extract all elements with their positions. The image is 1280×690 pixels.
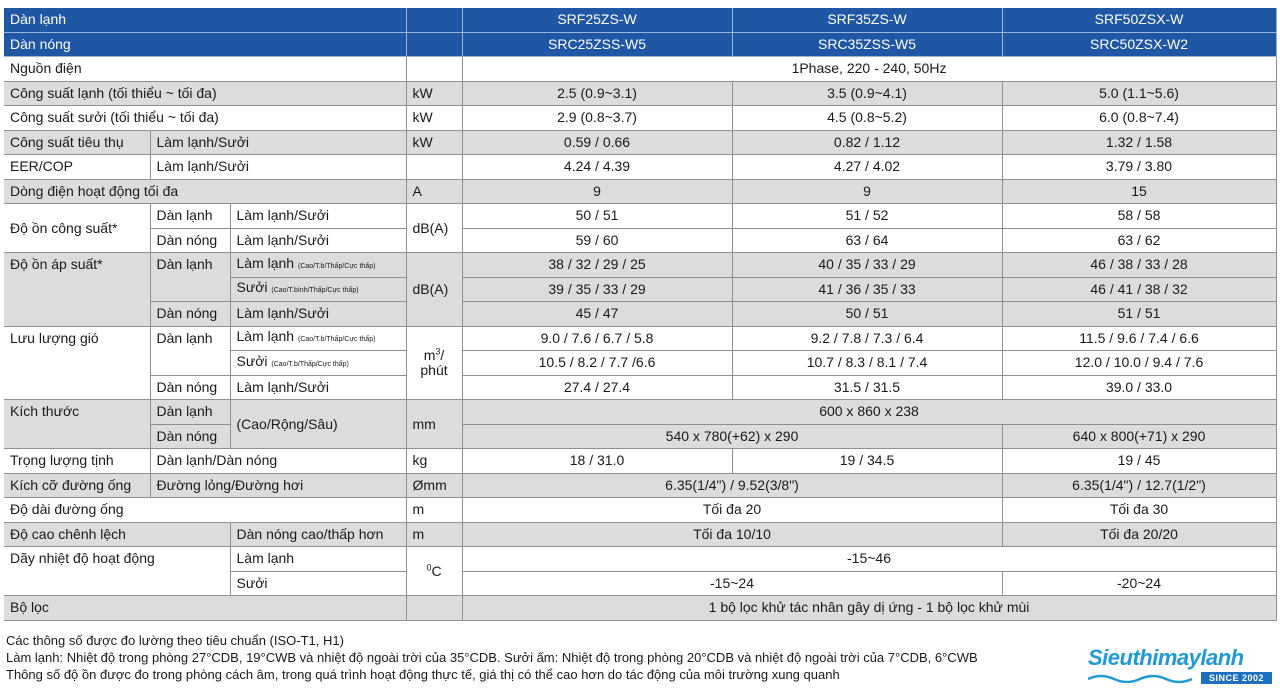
outdoor-unit-label: Dàn nóng (4, 32, 406, 57)
row-dimensions-outdoor: Dàn nóng 540 x 780(+62) x 290 640 x 800(+71) x 290 (4, 424, 1276, 449)
row-power-consumption: Công suất tiêu thụ Làm lạnh/Sưởi kW 0.59 / 0.66 0.82 / 1.12 1.32 / 1.58 (4, 130, 1276, 155)
model-indoor-1: SRF25ZS-W (462, 8, 732, 32)
brand-since-badge: SINCE 2002 (1201, 672, 1272, 684)
indoor-unit-label: Dàn lạnh (4, 8, 406, 32)
footnote-standard: Các thông số được đo lường theo tiêu chuẩn (ISO-T1, H1) (6, 633, 344, 648)
row-net-weight: Trọng lượng tịnh Dàn lạnh/Dàn nóng kg 18 / 31.0 19 / 34.5 19 / 45 (4, 449, 1276, 474)
row-dimensions-indoor: Kích thước Dàn lạnh (Cao/Rộng/Sâu) mm 600 x 860 x 238 (4, 400, 1276, 425)
row-airflow-outdoor: Dàn nóng Làm lạnh/Sưởi 27.4 / 27.4 31.5 / 31.5 39.0 / 33.0 (4, 375, 1276, 400)
row-eer-cop: EER/COP Làm lạnh/Sưởi 4.24 / 4.39 4.27 / 4.02 3.79 / 3.80 (4, 155, 1276, 180)
row-cooling-capacity: Công suất lạnh (tối thiểu ~ tối đa) kW 2.5 (0.9~3.1) 3.5 (0.9~4.1) 5.0 (1.1~5.6) (4, 81, 1276, 106)
model-indoor-2: SRF35ZS-W (732, 8, 1002, 32)
airflow-unit: $m^3/$ phút (406, 326, 462, 400)
model-outdoor-1: SRC25ZSS-W5 (462, 32, 732, 57)
header-row-outdoor (4, 32, 1276, 57)
row-airflow-heat: Sưởi (Cao/T.b/Thấp/Cực thấp) 10.5 / 8.2 / 7.7 /6.6 10.7 / 8.3 / 8.1 / 7.4 12.0 / 10.0 / 9.4 / 7.6 (4, 351, 1276, 376)
row-airflow-cool: Lưu lượng gió Dàn lạnh Làm lạnh (Cao/T.b/Thấp/Cực thấp) $m^3/$ phút 9.0 / 7.6 / 6.7 / 5.8 9.2 / 7.8 / 7.3 / 6.4 11.5 / 9.6 / 7.4 / 6.6 (4, 326, 1276, 351)
row-sound-power-indoor: Độ ồn công suất* Dàn lạnh Làm lạnh/Sưởi dB(A) 50 / 51 51 / 52 58 / 58 (4, 204, 1276, 229)
row-sound-pressure-outdoor: Dàn nóng Làm lạnh/Sưởi 45 / 47 50 / 51 51 / 51 (4, 302, 1276, 327)
header-row-indoor (4, 8, 1276, 32)
row-sound-pressure-cool: Độ ồn áp suất* Dàn lạnh Làm lạnh (Cao/T.b/Thấp/Cực thấp) dB(A) 38 / 32 / 29 / 25 40 / 35 / 33 / 29 46 / 38 / 33 / 28 (4, 253, 1276, 278)
model-outdoor-2: SRC35ZSS-W5 (732, 32, 1002, 57)
row-sound-power-outdoor: Dàn nóng Làm lạnh/Sưởi 59 / 60 63 / 64 63 / 62 (4, 228, 1276, 253)
row-heating-capacity: Công suất sưởi (tối thiểu ~ tối đa) kW 2.9 (0.8~3.7) 4.5 (0.8~5.2) 6.0 (0.8~7.4) (4, 106, 1276, 131)
model-indoor-3: SRF50ZSX-W (1002, 8, 1276, 32)
brand-logo-text: Sieuthimaylanh (1088, 645, 1244, 670)
row-filter: Bộ lọc 1 bộ lọc khử tác nhân gây dị ứng - 1 bộ lọc khử mùi (4, 596, 1276, 621)
row-pipe-size: Kích cỡ đường ống Đường lỏng/Đường hơi Ømm 6.35(1/4") / 9.52(3/8") 6.35(1/4") / 12.7(1/2") (4, 473, 1276, 498)
row-temp-range-heat: Sưởi -15~24 -20~24 (4, 571, 1276, 596)
row-sound-pressure-heat: Sưởi (Cao/T.bình/Thấp/Cực thấp) 39 / 35 / 33 / 29 41 / 36 / 35 / 33 46 / 41 / 38 / 32 (4, 277, 1276, 302)
row-pipe-length: Độ dài đường ống m Tối đa 20 Tối đa 30 (4, 498, 1276, 523)
spec-table (4, 8, 1277, 621)
footnotes (6, 632, 978, 683)
temp-unit: $^0$C (406, 547, 462, 596)
brand-logo (1088, 647, 1274, 687)
footnote-noise: Thông số độ ồn được đo trong phòng cách âm, trong quá trình hoạt động thực tế, giá thị có thể cao hơn do tác động của môi trường xung quanh (6, 667, 840, 682)
model-outdoor-3: SRC50ZSX-W2 (1002, 32, 1276, 57)
footnote-conditions: Làm lạnh: Nhiệt độ trong phòng 27°CDB, 19°CWB và nhiệt độ ngoài trời của 35°CDB. Sưởi ấm: Nhiệt độ trong phòng 20°CDB và nhiệt độ ngoài trời của 7°CDB, 6°CWB (6, 650, 978, 665)
row-power-source: Nguồn điện 1Phase, 220 - 240, 50Hz (4, 57, 1276, 82)
logo-wave-icon (1088, 673, 1192, 683)
row-height-diff: Độ cao chênh lệch Dàn nóng cao/thấp hơn m Tối đa 10/10 Tối đa 20/20 (4, 522, 1276, 547)
row-temp-range-cool: Dãy nhiệt độ hoạt động Làm lạnh $^0$C -15~46 (4, 547, 1276, 572)
row-max-current: Dòng điện hoạt động tối đa A 9 9 15 (4, 179, 1276, 204)
